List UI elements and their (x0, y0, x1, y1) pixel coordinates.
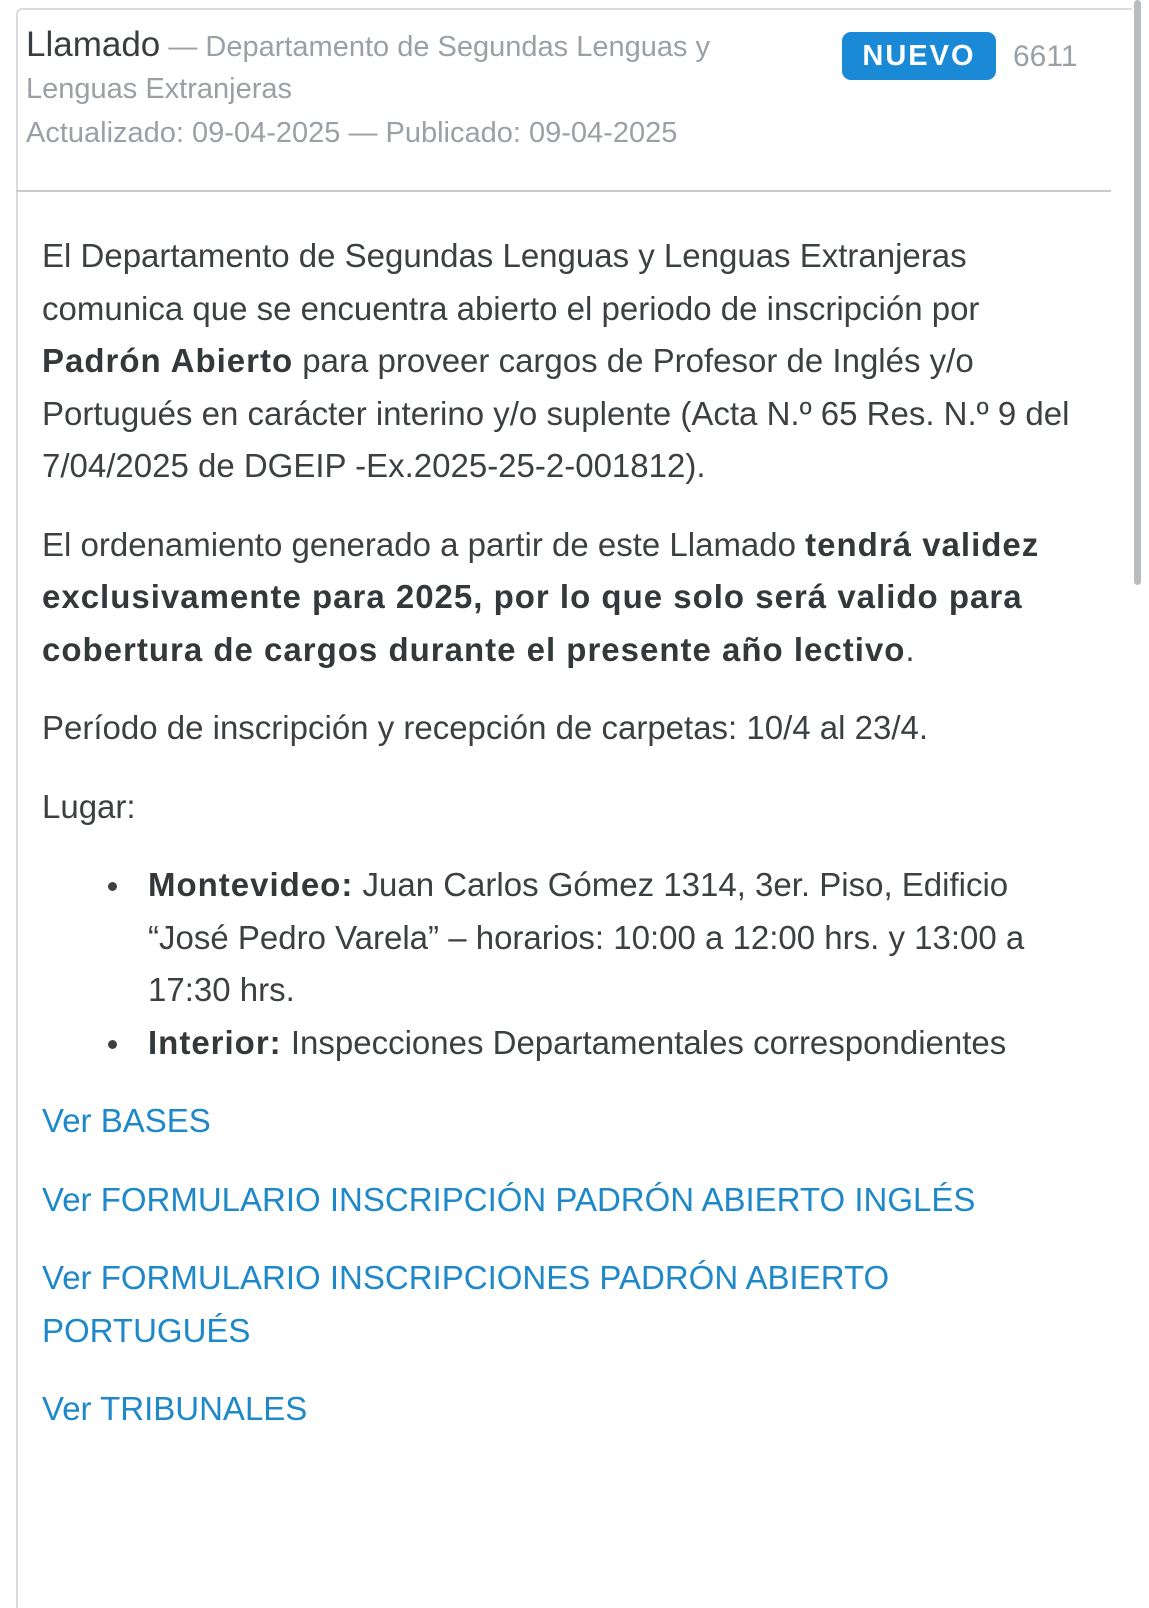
link-bases[interactable]: Ver BASES (42, 1102, 211, 1139)
place-name: Interior: (148, 1023, 282, 1061)
dates-line (26, 112, 1106, 154)
period-paragraph: Período de inscripción y recepción de carpetas: 10/4 al 23/4. (42, 709, 929, 746)
header-divider (16, 190, 1111, 192)
validity-text: El ordenamiento generado a partir de este Llamado (42, 525, 806, 563)
link-form-ingles[interactable]: Ver FORMULARIO INSCRIPCIÓN PADRÓN ABIERTO INGLÉS (42, 1180, 976, 1218)
validity-paragraph (42, 519, 1092, 677)
place-details: Inspecciones Departamentales correspondientes (281, 1023, 1007, 1061)
dates-separator: — (340, 117, 386, 149)
title-separator: — (160, 31, 206, 63)
place-name: Montevideo: (148, 866, 354, 903)
announcement-number: 6611 (1013, 40, 1078, 73)
published-date: Publicado: 09-04-2025 (385, 117, 678, 149)
link-form-portugues[interactable]: Ver FORMULARIO INSCRIPCIONES PADRÓN ABIERTO PORTUGUÉS (42, 1259, 890, 1349)
list-item (148, 859, 1092, 1017)
link-tribunales[interactable]: Ver TRIBUNALES (42, 1390, 308, 1427)
places-list (42, 859, 1092, 1069)
intro-bold-text: Padrón Abierto (42, 342, 294, 379)
validity-bold-text: tendrá validez exclusivamente para 2025, por lo que solo será valido para cobertura de cargos durante el presente año lectivo (42, 525, 1040, 668)
place-label: Lugar: (42, 787, 136, 825)
title-line (26, 24, 806, 110)
validity-end-text: . (905, 630, 915, 668)
announcement-body (42, 230, 1092, 1462)
department-name: Departamento de Segundas Lenguas y Lenguas Extranjeras (26, 31, 711, 105)
place-details: Juan Carlos Gómez 1314, 3er. Piso, Edificio “José Pedro Varela” – horarios: 10:00 a 12:00 hrs. y 13:00 a 17:30 hrs. (148, 866, 1025, 1008)
bullet-icon (108, 1040, 117, 1049)
intro-text: El Departamento de Segundas Lenguas y Lenguas Extranjeras comunica que se encuentra abierto el periodo de inscripción por (42, 237, 980, 327)
updated-date: Actualizado: 09-04-2025 (26, 117, 341, 149)
scrollbar-thumb[interactable] (1134, 0, 1141, 585)
intro-paragraph (42, 230, 1092, 493)
page-title: Llamado (26, 25, 161, 64)
list-item (148, 1017, 1092, 1070)
intro-rest-text: para proveer cargos de Profesor de Inglés y/o Portugués en carácter interino y/o suplente (Acta N.º 65 Res. N.º 9 del 7/04/2025 de DGEIP -Ex.2025-25-2-001812). (42, 342, 1070, 484)
bullet-icon (108, 882, 117, 891)
new-badge: NUEVO (842, 32, 996, 80)
